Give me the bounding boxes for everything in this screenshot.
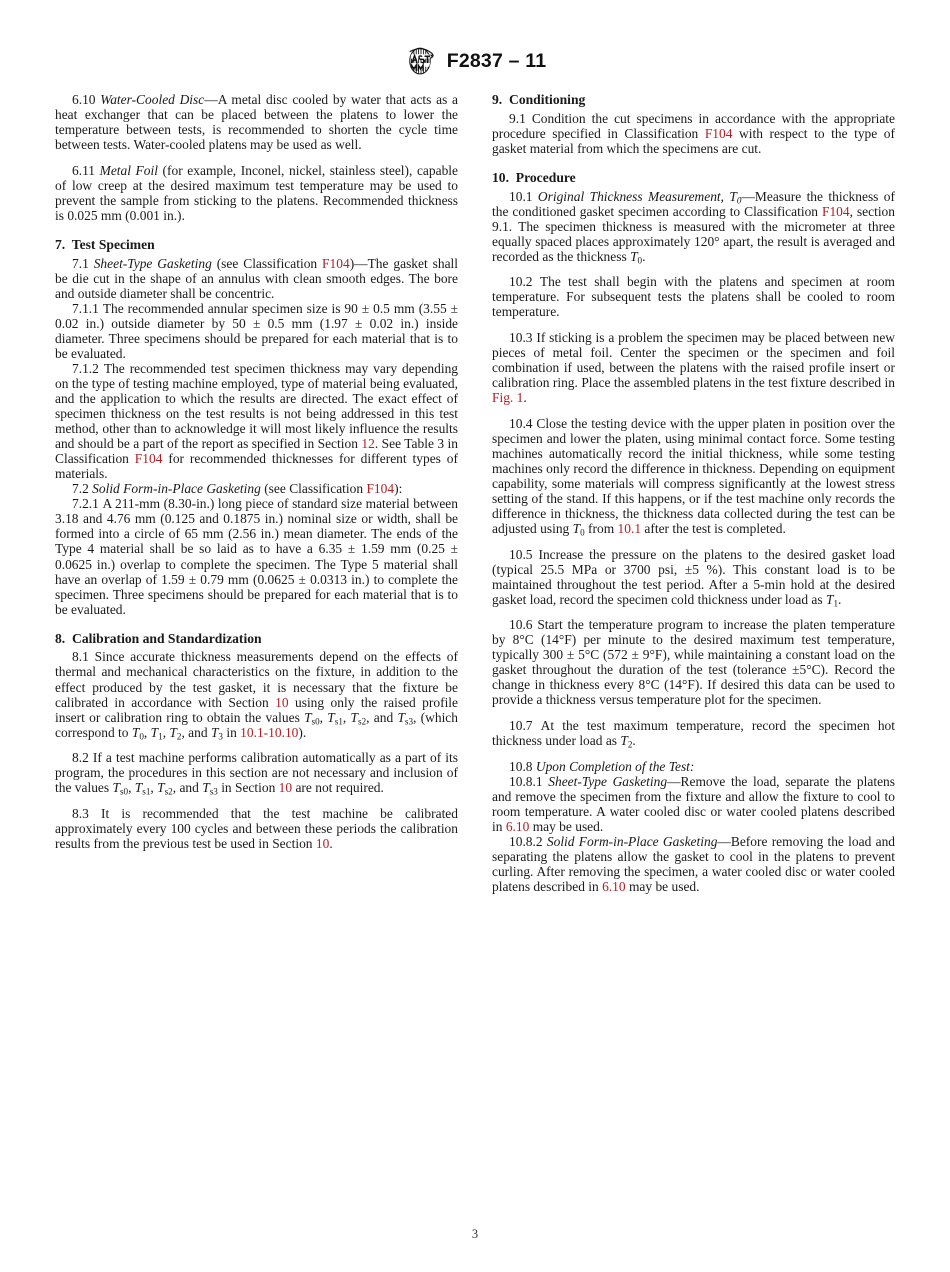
- paragraph-number: 6.11: [72, 162, 96, 178]
- paragraph-text: Condition the cut specimens in accordance with the appropriate procedure specified in Classification: [492, 110, 895, 141]
- section-number: 7.: [55, 236, 66, 252]
- paragraph-8-2: [55, 750, 458, 795]
- paragraph-text: —Measure the thickness of the conditioned gasket specimen according to Classification: [492, 188, 895, 219]
- paragraph-number: 10.5: [509, 546, 533, 562]
- cross-reference-link[interactable]: 6.10: [505, 818, 530, 834]
- paragraph-text: The recommended annular specimen size is 90 ± 0.5 mm (3.55 ± 0.02 in.) outside diameter by 50 ± 0.5 mm (1.97 ± 0.02 in.) inside diameter. Three specimens should be prepared for each material that is to be evaluated.: [55, 300, 458, 361]
- paragraph-text: —Before removing the load and separating the platens allow the gasket to cool in the platens to prevent curling. After removing the specimen, a water cooled disc or water cooled platens described in: [492, 833, 896, 894]
- defined-term: Solid Form-in-Place Gasketing: [546, 833, 718, 849]
- cross-reference-link[interactable]: F104: [366, 481, 395, 497]
- variable: $T_0$: [630, 248, 643, 266]
- paragraph-text: If sticking is a problem the specimen may be placed between new pieces of metal foil. Center the specimen or the specimen and foil combination if used, between the platens with the raised profile insert or calibration ring. Place the assembled platens in the test fixture described in: [492, 329, 896, 391]
- paragraph-number: 10.4: [509, 415, 533, 431]
- paragraph-number: 7.1.2: [72, 360, 99, 376]
- paragraph-text: —Remove the load, separate the platens and remove the specimen from the fixture and allow the fixture to cool to room temperature. A water cooled disc or water cooled platens described in: [492, 773, 895, 834]
- paragraph-number: 7.1.1: [72, 300, 99, 316]
- figure-reference-link[interactable]: Fig. 1: [492, 390, 524, 406]
- paragraph-number: 8.3: [72, 805, 89, 821]
- variable: $T_1$: [825, 591, 839, 609]
- section-heading-9: [492, 92, 895, 107]
- paragraph-text: from: [584, 520, 618, 536]
- variable-list: $T_{s0}$, $T_{s1}$, $T_{s2}$, and $T_{s3}$: [304, 709, 414, 727]
- paragraph-number: 10.8: [509, 758, 533, 774]
- paragraph-10-6: [492, 617, 895, 707]
- paragraph-text: for recommended thicknesses for different types of materials.: [55, 451, 458, 482]
- paragraph-10-1: [492, 189, 895, 264]
- paragraph-text: It is recommended that the test machine be calibrated approximately every 100 cycles and between these periods the calibration results from the previous test be used in Section: [55, 805, 458, 851]
- cross-reference-link[interactable]: 10.1: [617, 520, 642, 536]
- paragraph-number: 7.2: [72, 481, 89, 497]
- defined-term: Sheet-Type Gasketing: [93, 255, 212, 271]
- paragraph-10-2: [492, 274, 895, 319]
- paragraph-text: with respect to the type of gasket material from which the specimens are cut.: [492, 125, 895, 156]
- cross-reference-link[interactable]: F104: [704, 125, 733, 141]
- paragraph-6-11: [55, 163, 458, 223]
- paragraph-text: At the test maximum temperature, record the specimen hot thickness under load as: [492, 718, 895, 749]
- paragraph-text: Since accurate thickness measurements depend on the effects of thermal and mechanical characteristics on the fixture, in addition to the effect produced by the test gasket, it is necessary that the fixture be calibrated in accordance with Section: [55, 649, 458, 710]
- defined-term: Upon Completion of the Test:: [535, 758, 695, 774]
- defined-term: Metal Foil: [99, 162, 158, 178]
- standard-designation: F2837 – 11: [446, 49, 547, 72]
- paragraph-text: (for example, Inconel, nickel, stainless steel), capable of low creep at the desired maximum test temperature may be used to prevent the sample from sticking to the platens. Recommended thickness is 0.025 mm (0.001 in.).: [55, 162, 458, 223]
- section-title: Calibration and Standardization: [72, 630, 262, 646]
- section-number: 8.: [55, 630, 66, 646]
- paragraph-text: (see Classification: [260, 481, 367, 497]
- variable-list: $T_0$, $T_1$, $T_2$, and $T_3$: [131, 724, 223, 742]
- page-number: 3: [471, 1227, 479, 1241]
- paragraph-number: 6.10: [72, 92, 96, 107]
- defined-term: Solid Form-in-Place Gasketing: [92, 481, 261, 497]
- paragraph-text: may be used.: [529, 818, 604, 834]
- cross-reference-link[interactable]: 10: [275, 694, 289, 710]
- paragraph-8-3: [55, 806, 458, 851]
- paragraph-10-5: [492, 547, 895, 607]
- paragraph-text: Start the temperature program to increase the platen temperature by 8°C (14°F) per minute to the desired maximum test temperature, typically 300 ± 5°C (572 ± 9°F), while maintaining a constant load on the gasket throughout the duration of the test (tolerance ±5°C). Record the change in thickness every 8°C (14°F). If desired this data can be used to provide a thickness versus temperature plot for the specimen.: [492, 617, 896, 708]
- paragraph-number: 10.1: [509, 188, 533, 204]
- defined-term: Sheet-Type Gasketing: [548, 773, 668, 789]
- paragraph-7-1-1: [55, 301, 458, 361]
- paragraph-number: 9.1: [509, 110, 526, 126]
- paragraph-10-8-2: [492, 834, 895, 894]
- paragraph-number: 10.2: [509, 274, 533, 290]
- variable: $T_0$: [572, 520, 585, 538]
- cross-reference-link[interactable]: 10: [278, 780, 293, 796]
- paragraph-text: .: [632, 733, 636, 749]
- cross-reference-link[interactable]: 6.10: [602, 878, 626, 894]
- paragraph-number: 10.6: [509, 617, 533, 633]
- cross-reference-link[interactable]: 10.1-10.10: [240, 724, 299, 740]
- cross-reference-link[interactable]: F104: [322, 255, 350, 271]
- paragraph-text: using only the raised profile insert or calibration ring to obtain the values: [55, 694, 458, 725]
- paragraph-10-4: [492, 416, 895, 536]
- paragraph-text: If a test machine performs calibration automatically as a part of its program, the procedures in this section are not necessary and inclusion of the values: [55, 750, 459, 796]
- paragraph-text: (see Classification: [211, 255, 323, 271]
- astm-logo-icon: [404, 44, 438, 78]
- paragraph-text: Close the testing device with the upper platen in position over the specimen and lower the platen, using minimal contact force. Some testing machines automatically record the initial thickness, while some testing machines only record the difference in thickness. Depending on equipment capability, some materials will compress significantly at the lowest stress setting of the stand. If this happens, or if the test machine only records the difference in thickness, the thickness data collected during the test can be adjusted using: [492, 415, 896, 536]
- paragraph-number: 10.8.2: [509, 833, 543, 849]
- paragraph-8-1: [55, 649, 458, 742]
- paragraph-text: The test shall begin with the platens and specimen at room temperature. For subsequent tests the platens shall be cooled to room temperature.: [492, 274, 895, 320]
- paragraph-number: 7.2.1: [72, 496, 99, 512]
- section-number: 9.: [492, 92, 503, 107]
- paragraph-10-8: [492, 759, 895, 774]
- section-heading-8: [55, 631, 458, 646]
- paragraph-7-2-1: [55, 496, 458, 616]
- paragraph-text: . See Table 3 in Classification: [55, 436, 458, 467]
- section-heading-7: [55, 237, 458, 252]
- paragraph-text: ).: [298, 724, 307, 740]
- paragraph-text: The recommended test specimen thickness may vary depending on the type of testing machine employed, type of material being evaluated, and the application to which the results are directed. The exact effect of specimen thickness on the test results is not being addressed in this test method, other than to acknowledge it will most likely influence the results and should be a part of the report as specified in Section: [55, 360, 459, 452]
- paragraph-text: may be used.: [625, 878, 700, 894]
- defined-term: Original Thickness Measurement, $T_0$: [537, 188, 742, 206]
- paragraph-10-3: [492, 330, 895, 405]
- paragraph-7-1: [55, 256, 458, 301]
- paragraph-text: , section 9.1. The specimen thickness is measured with the micrometer at three equally spaced places approximately 120° apart, the result is averaged and recorded as the thickness: [492, 203, 895, 264]
- section-heading-10: [492, 170, 895, 185]
- paragraph-text: , (which correspond to: [55, 709, 458, 740]
- paragraph-9-1: [492, 111, 895, 156]
- paragraph-text: ):: [394, 481, 403, 497]
- cross-reference-link[interactable]: 10: [315, 835, 330, 851]
- column-left: [55, 92, 458, 1202]
- paragraph-text: Increase the pressure on the platens to the desired gasket load (typical 25.5 MPa or 3700 psi, ±5 %). This constant load is to be maintained throughout the test period. After a 5-min hold at the desired gasket load, record the specimen cold thickness under load as: [492, 546, 895, 607]
- paragraph-number: 8.1: [72, 649, 89, 665]
- paragraph-text: after the test is completed.: [641, 520, 786, 536]
- article-body: [55, 92, 895, 1202]
- cross-reference-link[interactable]: 12: [361, 436, 375, 452]
- variable: $T_2$: [620, 733, 633, 750]
- paragraph-text: A 211-mm (8.30-in.) long piece of standard size material between 3.18 and 4.76 mm (0.125 and 0.1875 in.) nominal size or width, shall be formed into a circle of 65 mm (2.56 in.) mean diameter. The ends of the Type 4 material shall be so laid as to have a 6.35 ± 1.59 mm (0.25 ± 0.0625 in.) overlap to complete the specimen. The Type 5 material shall have an overlap of 1.59 ± 0.79 mm (0.0625 ± 0.0313 in.) to complete the specimen. Three specimens should be prepared for each material that is to be evaluated.: [55, 496, 458, 617]
- cross-reference-link[interactable]: F104: [821, 203, 850, 219]
- paragraph-7-1-2: [55, 361, 458, 481]
- paragraph-text: )—The gasket shall be die cut in the shape of an annulus with clean smooth edges. The bore and outside diameter shall be concentric.: [55, 255, 459, 301]
- paragraph-text: in Section: [217, 780, 279, 796]
- section-title: Test Specimen: [71, 236, 155, 252]
- paragraph-number: 10.3: [509, 329, 533, 345]
- cross-reference-link[interactable]: F104: [134, 451, 163, 467]
- paragraph-10-8-1: [492, 774, 895, 834]
- page-header: [0, 44, 950, 78]
- variable-list: $T_{s0}$, $T_{s1}$, $T_{s2}$, and $T_{s3}$: [112, 780, 218, 797]
- paragraph-7-2: [55, 481, 458, 496]
- paragraph-text: .: [523, 390, 527, 406]
- section-number: 10.: [492, 169, 509, 185]
- paragraph-text: in: [222, 724, 241, 740]
- paragraph-number: 10.8.1: [509, 773, 543, 789]
- paragraph-number: 7.1: [72, 255, 89, 271]
- section-title: Procedure: [515, 169, 576, 185]
- paragraph-text: .: [838, 591, 842, 607]
- paragraph-10-7: [492, 718, 895, 748]
- column-right: [492, 92, 895, 1202]
- defined-term: Water-Cooled Disc: [100, 92, 205, 107]
- paragraph-text: are not required.: [292, 780, 384, 796]
- paragraph-text: .: [329, 835, 333, 851]
- paragraph-number: 8.2: [72, 750, 89, 766]
- paragraph-number: 10.7: [509, 718, 533, 733]
- paragraph-text: .: [642, 248, 646, 264]
- paragraph-6-10: [55, 92, 458, 152]
- section-title: Conditioning: [509, 92, 586, 107]
- paragraph-text: —A metal disc cooled by water that acts as a heat exchanger that can be placed between the platens to lower the temperature between tests, is recommended to shorten the cycle time between tests. Water-cooled platens may be used as well.: [55, 92, 459, 153]
